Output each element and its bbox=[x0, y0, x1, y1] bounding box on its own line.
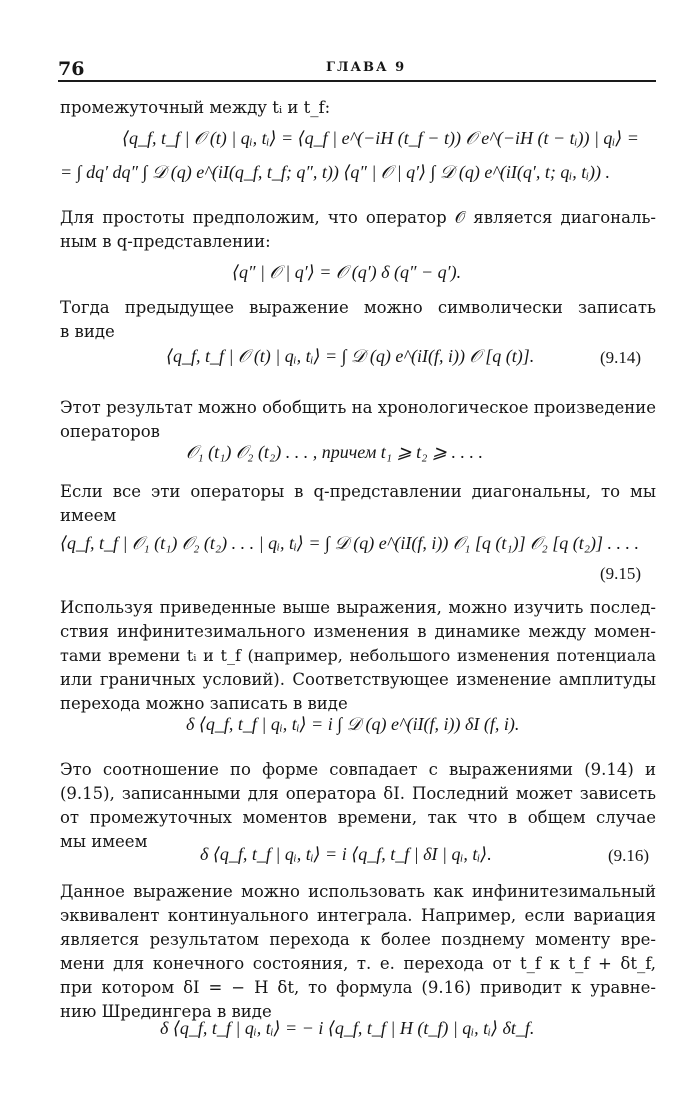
text-line: Это соотношение по форме совпадает с выражениями (9.14) и bbox=[60, 760, 656, 779]
text-line: Если все эти операторы в q-представлении диагональны, то мы bbox=[60, 482, 656, 501]
equation-9-16: δ ⟨q_f, t_f | qᵢ, tᵢ⟩ = i ⟨q_f, t_f | δI | qᵢ, tᵢ⟩. bbox=[200, 844, 492, 864]
equation-number-9-15: (9.15) bbox=[600, 564, 642, 583]
text-line: Этот результат можно обобщить на хронологическое произведение bbox=[60, 398, 656, 417]
text-line: Тогда предыдущее выражение можно символически записать bbox=[60, 298, 656, 317]
equation-1-line-1: ⟨q_f, t_f | 𝒪 (t) | qᵢ, tᵢ⟩ = ⟨q_f | e^(−iH (t_f − t)) 𝒪 e^(−iH (t − tᵢ)) | qᵢ⟩ = bbox=[122, 128, 639, 148]
paragraph-chronological bbox=[60, 396, 656, 444]
equation-2: ⟨q″ | 𝒪 | q′⟩ = 𝒪 (q′) δ (q″ − q′). bbox=[232, 262, 462, 282]
paragraph-schrodinger bbox=[60, 880, 656, 1024]
text-line: Данное выражение можно использовать как инфинитезимальный bbox=[60, 882, 656, 901]
equation-amplitude-variation: δ ⟨q_f, t_f | qᵢ, tᵢ⟩ = i ∫ 𝒟 (q) e^(iI(f, i)) δI (f, i). bbox=[186, 714, 520, 734]
equation-operator-product: 𝒪₁ (t₁) 𝒪₂ (t₂) . . . , причем t₁ ⩾ t₂ ⩾ . . . . bbox=[186, 442, 483, 462]
text-line: эквивалент континуального интеграла. Например, если вариация bbox=[60, 906, 656, 925]
text-line: мени для конечного состояния, т. е. перехода от t_f к t_f + δt_f, bbox=[60, 954, 656, 973]
paragraph-infinitesimal bbox=[60, 596, 656, 716]
equation-number-9-16: (9.16) bbox=[608, 846, 650, 865]
page-number: 76 bbox=[58, 58, 85, 80]
equation-1-line-2: = ∫ dq′ dq″ ∫ 𝒟 (q) e^(iI(q_f, t_f; q″, t)) ⟨q″ | 𝒪 | q′⟩ ∫ 𝒟 (q) e^(iI(q′, t; qᵢ, tᵢ)) . bbox=[60, 162, 611, 182]
text-line: промежуточный между tᵢ и t_f: bbox=[60, 98, 331, 117]
text-line: имеем bbox=[60, 506, 117, 525]
text-line: от промежуточных моментов времени, так что в общем случае bbox=[60, 808, 656, 827]
paragraph-symbolic bbox=[60, 296, 656, 344]
text-line: при котором δI = − H δt, то формула (9.16) приводит к уравне- bbox=[60, 978, 656, 997]
equation-schrodinger: δ ⟨q_f, t_f | qᵢ, tᵢ⟩ = − i ⟨q_f, t_f | H (t_f) | qᵢ, tᵢ⟩ δt_f. bbox=[160, 1018, 535, 1038]
paragraph-diagonal-all bbox=[60, 480, 656, 528]
text-line: нию Шредингера в виде bbox=[60, 1002, 272, 1021]
text-line: Используя приведенные выше выражения, можно изучить послед- bbox=[60, 598, 656, 617]
text-line: перехода можно записать в виде bbox=[60, 694, 348, 713]
text-line: ным в q-представлении: bbox=[60, 232, 271, 251]
paragraph-relation bbox=[60, 758, 656, 854]
text-line: ствия инфинитезимального изменения в динамике между момен- bbox=[60, 622, 656, 641]
text-line: в виде bbox=[60, 322, 115, 341]
header-rule bbox=[58, 80, 656, 82]
equation-9-15: ⟨q_f, t_f | 𝒪₁ (t₁) 𝒪₂ (t₂) . . . | qᵢ, tᵢ⟩ = ∫ 𝒟 (q) e^(iI(f, i)) 𝒪₁ [q (t₁)] 𝒪₂ [q (t₂)] . . . . bbox=[60, 533, 640, 553]
paragraph-intro bbox=[60, 96, 656, 120]
text-line: операторов bbox=[60, 422, 160, 441]
text-line: тами времени tᵢ и t_f (например, небольшого изменения потенциала bbox=[60, 646, 656, 665]
paragraph-diagonal bbox=[60, 206, 656, 254]
text-line: является результатом перехода к более позднему моменту вре- bbox=[60, 930, 656, 949]
text-line: или граничных условий). Соответствующее изменение амплитуды bbox=[60, 670, 656, 689]
text-line: мы имеем bbox=[60, 832, 148, 851]
equation-number-9-14: (9.14) bbox=[600, 348, 642, 367]
equation-9-14: ⟨q_f, t_f | 𝒪 (t) | qᵢ, tᵢ⟩ = ∫ 𝒟 (q) e^(iI(f, i)) 𝒪 [q (t)]. bbox=[166, 346, 535, 366]
text-line: Для простоты предположим, что оператор 𝒪 является диагональ- bbox=[60, 208, 656, 227]
text-line: (9.15), записанными для оператора δI. Последний может зависеть bbox=[60, 784, 656, 803]
running-head: ГЛАВА 9 bbox=[326, 60, 407, 75]
